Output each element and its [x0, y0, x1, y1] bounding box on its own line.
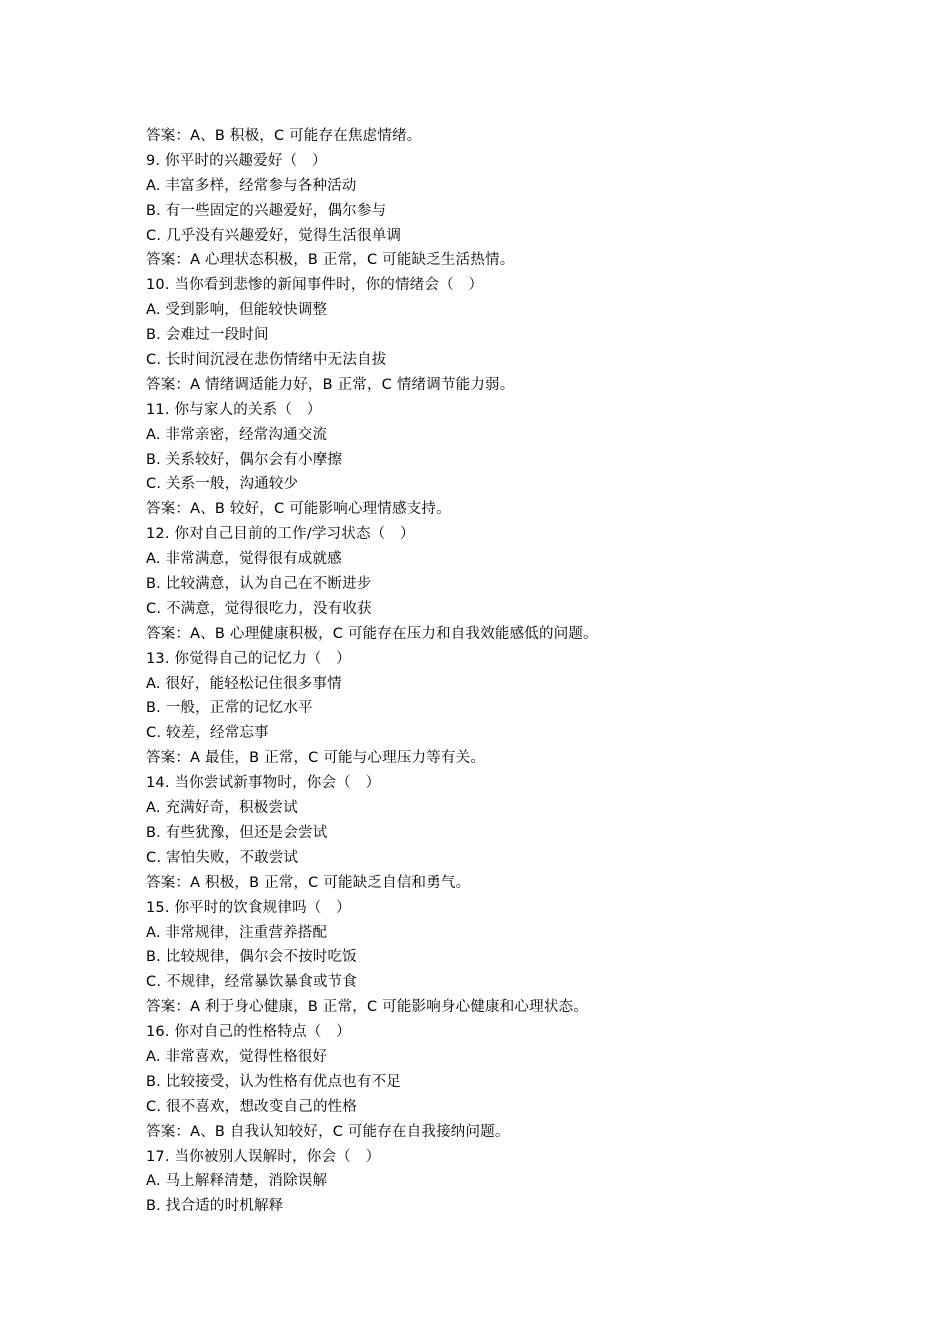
- option-line: B. 一般，正常的记忆水平: [146, 700, 313, 717]
- option-line: B. 比较满意，认为自己在不断进步: [146, 576, 372, 593]
- option-line: A. 非常满意，觉得很有成就感: [146, 551, 342, 568]
- question-line: 14. 当你尝试新事物时，你会（ ）: [146, 775, 381, 792]
- option-line: A. 丰富多样，经常参与各种活动: [146, 177, 357, 194]
- option-line: C. 害怕失败，不敢尝试: [146, 849, 299, 866]
- option-line: B. 比较规律，偶尔会不按时吃饭: [146, 949, 357, 966]
- option-line: A. 非常喜欢，觉得性格很好: [146, 1048, 328, 1065]
- option-line: C. 几乎没有兴趣爱好，觉得生活很单调: [146, 227, 402, 244]
- question-line: 9. 你平时的兴趣爱好（ ）: [146, 152, 327, 169]
- option-line: C. 很不喜欢，想改变自己的性格: [146, 1098, 358, 1115]
- option-line: A. 非常规律，注重营养搭配: [146, 924, 328, 941]
- option-line: B. 找合适的时机解释: [146, 1198, 284, 1215]
- answer-line: 答案：A、B 心理健康积极，C 可能存在压力和自我效能感低的问题。: [146, 625, 598, 642]
- answer-line: 答案：A 积极，B 正常，C 可能缺乏自信和勇气。: [146, 874, 471, 891]
- question-line: 16. 你对自己的性格特点（ ）: [146, 1024, 351, 1041]
- option-line: C. 不满意，觉得很吃力，没有收获: [146, 600, 372, 617]
- document-body: [146, 124, 826, 1219]
- question-line: 15. 你平时的饮食规律吗（ ）: [146, 899, 351, 916]
- option-line: A. 充满好奇，积极尝试: [146, 800, 298, 817]
- option-line: C. 关系一般，沟通较少: [146, 476, 299, 493]
- answer-line: 答案：A 利于身心健康，B 正常，C 可能影响身心健康和心理状态。: [146, 999, 588, 1016]
- answer-line: 答案：A 心理状态积极，B 正常，C 可能缺乏生活热情。: [146, 252, 515, 269]
- option-line: A. 非常亲密，经常沟通交流: [146, 426, 328, 443]
- question-line: 13. 你觉得自己的记忆力（ ）: [146, 650, 351, 667]
- option-line: C. 较差，经常忘事: [146, 725, 269, 742]
- question-line: 12. 你对自己目前的工作/学习状态（ ）: [146, 526, 415, 543]
- option-line: C. 长时间沉浸在悲伤情绪中无法自拔: [146, 352, 387, 369]
- option-line: B. 比较接受，认为性格有优点也有不足: [146, 1073, 401, 1090]
- question-line: 11. 你与家人的关系（ ）: [146, 401, 322, 418]
- answer-line: 答案：A 情绪调适能力好，B 正常，C 情绪调节能力弱。: [146, 376, 515, 393]
- option-line: B. 会难过一段时间: [146, 327, 269, 344]
- option-line: B. 有些犹豫，但还是会尝试: [146, 824, 328, 841]
- option-line: C. 不规律，经常暴饮暴食或节食: [146, 974, 358, 991]
- question-line: 17. 当你被别人误解时，你会（ ）: [146, 1148, 381, 1165]
- question-line: 10. 当你看到悲惨的新闻事件时，你的情绪会（ ）: [146, 277, 484, 294]
- option-line: A. 马上解释清楚，消除误解: [146, 1173, 328, 1190]
- option-line: A. 很好，能轻松记住很多事情: [146, 675, 342, 692]
- answer-line: 答案：A、B 自我认知较好，C 可能存在自我接纳问题。: [146, 1123, 510, 1140]
- answer-line: 答案：A、B 较好，C 可能影响心理情感支持。: [146, 501, 451, 518]
- option-line: B. 有一些固定的兴趣爱好，偶尔参与: [146, 202, 387, 219]
- option-line: B. 关系较好，偶尔会有小摩擦: [146, 451, 343, 468]
- answer-line: 答案：A 最佳，B 正常，C 可能与心理压力等有关。: [146, 750, 486, 767]
- answer-line: 答案：A、B 积极，C 可能存在焦虑情绪。: [146, 128, 422, 144]
- option-line: A. 受到影响，但能较快调整: [146, 302, 328, 319]
